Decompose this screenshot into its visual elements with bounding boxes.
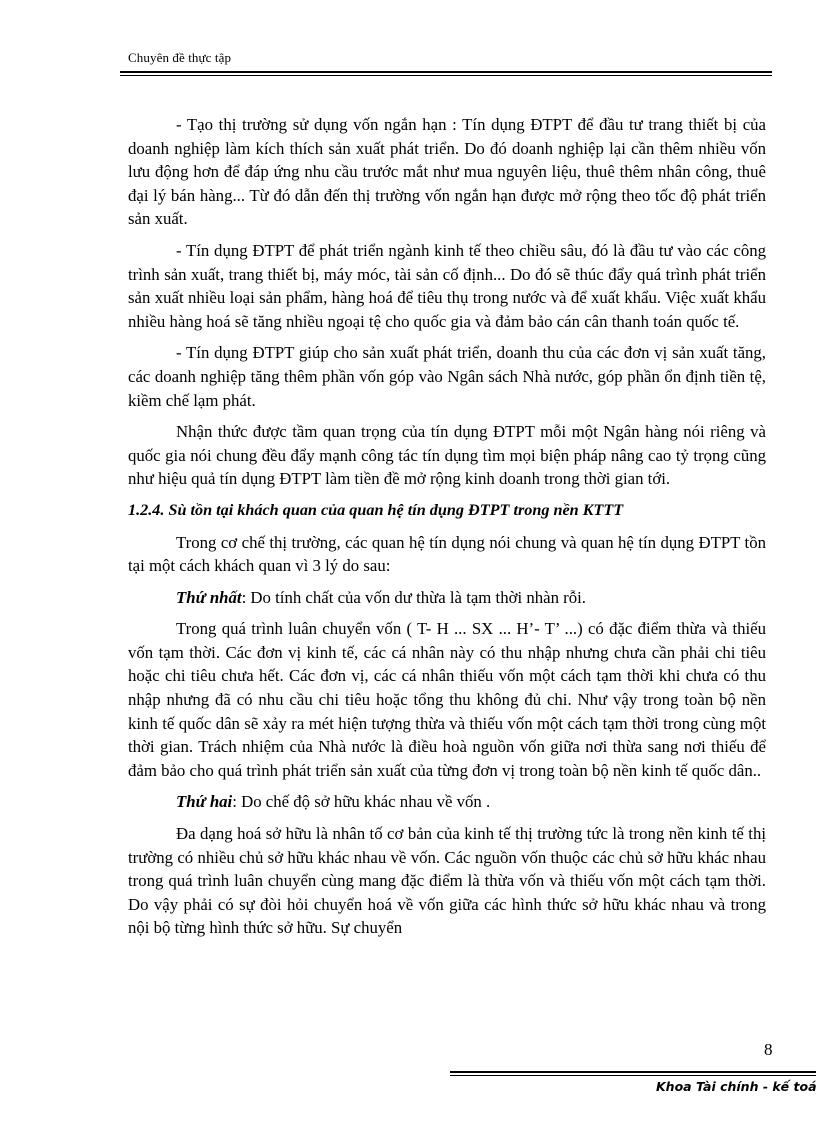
document-body (128, 113, 766, 948)
header-divider (120, 71, 772, 76)
reason-two-label: Thứ hai (176, 792, 233, 812)
paragraph-short-term-market: - Tạo thị trường sử dụng vốn ngắn hạn : Tín dụng ĐTPT để đầu tư trang thiết bị của doanh nghiệp làm kích thích sản xuất phát triển. Do đó doanh nghiệp lại cần thêm nhiều vốn lưu động hơn để đáp ứng nhu cầu trước mắt như mua nguyên liệu, thuê thêm nhân công, thuê đại lý bán hàng... Từ đó dẫn đến thị trường vốn ngắn hạn được mở rộng theo tốc độ phát triển sản xuất. (128, 115, 766, 229)
paragraph-awareness: Nhận thức được tầm quan trọng của tín dụng ĐTPT mỗi một Ngân hàng nói riêng và quốc gia nói chung đều đẩy mạnh công tác tín dụng tìm mọi biện pháp nâng cao tỷ trọng cũng như hiệu quả tín dụng ĐTPT làm tiền đề mở rộng kinh doanh trong thời gian tới. (128, 422, 766, 489)
page-header-title: Chuyên đề thực tập (128, 50, 232, 65)
reason-one-text: : Do tính chất của vốn dư thừa là tạm thời nhàn rỗi. (241, 587, 586, 607)
reason-two-text: : Do chế độ sở hữu khác nhau về vốn . (232, 792, 491, 812)
footer-divider (450, 1071, 816, 1076)
reason-one-label: Thứ nhất (176, 587, 242, 607)
paragraph-capital-circulation: Trong quá trình luân chuyển vốn ( T- H ... SX ... H’- T’ ...) có đặc điểm thừa và thiếu vốn tạm thời. Các đơn vị kinh tế, các cá nhân này có thu nhập nhưng chưa cần phải chi tiêu hoặc chi tiêu chưa hết. Các đơn vị, các cá nhân thiếu vốn một cách tạm thời khi chưa có thu nhập nhưng đã có nhu cầu chi tiêu hoặc tổng thu không đủ chi. Như vậy trong toàn bộ nền kinh tế quốc dân sẽ xảy ra mét hiện tượng thừa và thiếu vốn một cách tạm thời trong cùng một thời gian. Trách nhiệm của Nhà nước là điều hoà nguồn vốn giữa nơi thừa sang nơi thiếu để đảm bảo cho quá trình phát triển sản xuất của từng đơn vị trong toàn bộ nền kinh tế quốc dân.. (128, 619, 766, 780)
paragraph-depth-development: - Tín dụng ĐTPT để phát triển ngành kinh tế theo chiều sâu, đó là đầu tư vào các công trình sản xuất, trang thiết bị, máy móc, tài sản cố định... Do đó sẽ thúc đẩy quá trình phát triển sản xuất nhiều loại sản phẩm, hàng hoá để tiêu thụ trong nước và để xuất khẩu. Việc xuất khẩu nhiều hàng hoá sẽ tăng nhiều ngoại tệ cho quốc gia và đảm bảo cán cân thanh toán quốc tế. (128, 240, 766, 331)
page-number: 8 (764, 1040, 773, 1059)
section-heading: 1.2.4. Sù tồn tại khách quan của quan hệ tín dụng ĐTPT trong nền KTTT (128, 500, 624, 519)
footer-department-text: Khoa Tài chính - kế toá (656, 1079, 816, 1094)
paragraph-ownership-diversity: Đa dạng hoá sở hữu là nhân tố cơ bản của kinh tế thị trường tức là trong nền kinh tế thị trường có nhiều chủ sở hữu khác nhau về vốn. Các nguồn vốn thuộc các chủ sở hữu khác nhau trong quá trình luân chuyển cùng mang đặc điểm là thừa vốn và thiếu vốn một cách tạm thời. Do vậy phải có sự đòi hỏi chuyển hoá về vốn giữa các hình thức sở hữu khác nhau và trong nội bộ từng hình thức sở hữu. Sự chuyển (128, 824, 766, 938)
paragraph-revenue-growth: - Tín dụng ĐTPT giúp cho sản xuất phát triển, doanh thu của các đơn vị sản xuất tăng, các doanh nghiệp tăng thêm phần vốn góp vào Ngân sách Nhà nước, góp phần ổn định tiền tệ, kiềm chế lạm phát. (128, 343, 766, 410)
paragraph-reason-one (128, 586, 766, 610)
paragraph-reason-two (128, 790, 766, 814)
paragraph-intro-reasons: Trong cơ chế thị trường, các quan hệ tín dụng nói chung và quan hệ tín dụng ĐTPT tồn tại một cách khách quan vì 3 lý do sau: (128, 532, 766, 576)
